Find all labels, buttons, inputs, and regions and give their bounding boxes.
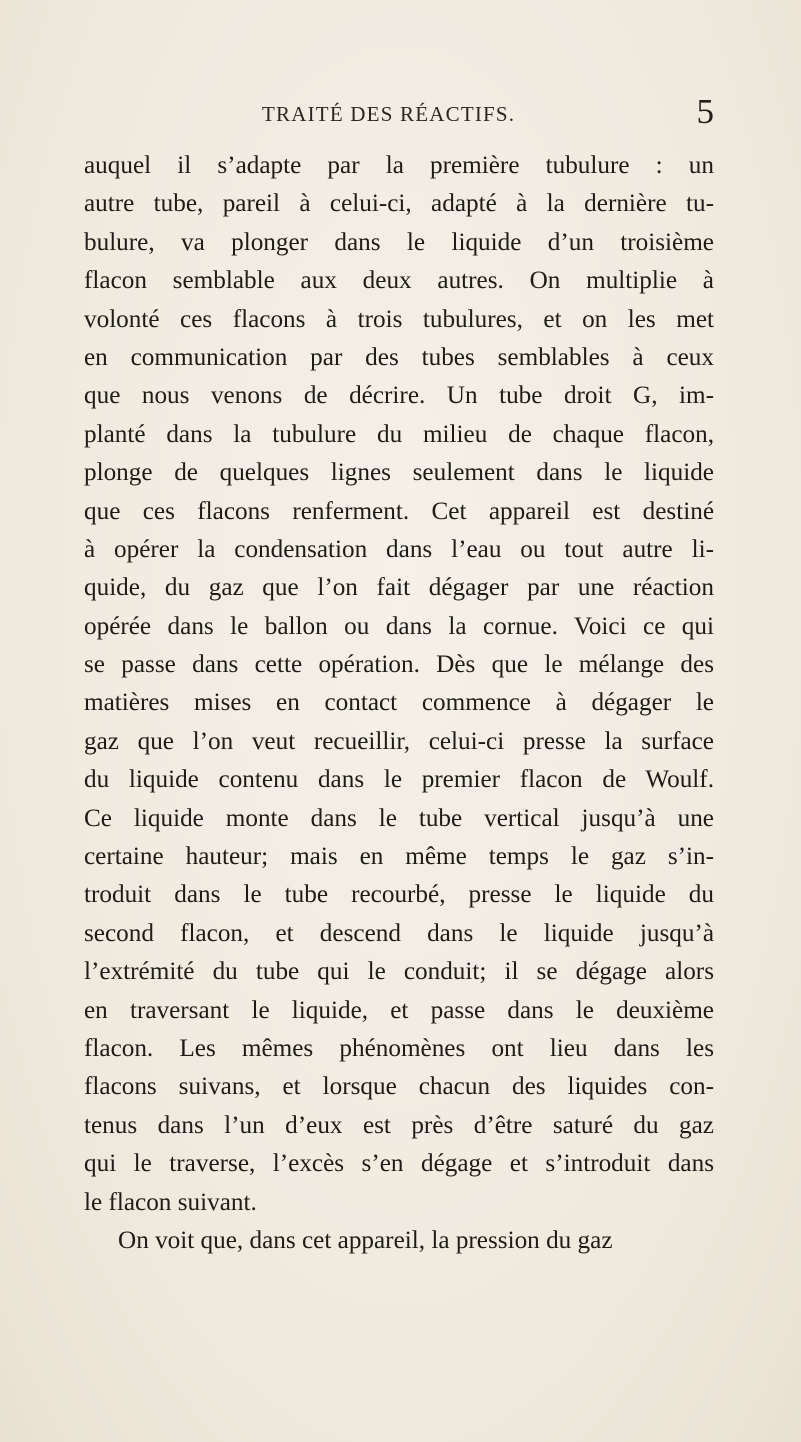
text-line: second flacon, et descend dans le liquide jusqu’à (84, 919, 714, 947)
text-line: flacon. Les mêmes phénomènes ont lieu dans les (84, 1034, 714, 1062)
text-line: flacon semblable aux deux autres. On multiplie à (84, 267, 714, 295)
text-line: à opérer la condensation dans l’eau ou tout autre li- (84, 535, 714, 563)
text-line: certaine hauteur; mais en même temps le gaz s’in- (84, 843, 714, 871)
text-line: volonté ces flacons à trois tubulures, et on les met (84, 305, 714, 333)
text-line: que ces flacons renferment. Cet appareil est destiné (84, 497, 714, 525)
page-header (84, 92, 714, 136)
text-line: autre tube, pareil à celui-ci, adapté à la dernière tu- (84, 190, 714, 218)
text-line: l’extrémité du tube qui le conduit; il se dégage alors (84, 958, 714, 986)
text-line: que nous venons de décrire. Un tube droit G, im- (84, 382, 714, 410)
text-line: planté dans la tubulure du milieu de chaque flacon, (84, 420, 714, 448)
text-line: qui le traverse, l’excès s’en dégage et s’introduit dans (84, 1150, 714, 1178)
text-line: tenus dans l’un d’eux est près d’être saturé du gaz (84, 1111, 714, 1139)
text-line: auquel il s’adapte par la première tubulure : un (84, 152, 714, 179)
text-line: gaz que l’on veut recueillir, celui-ci presse la surface (84, 727, 714, 755)
running-title: TRAITÉ DES RÉACTIFS. (262, 102, 516, 126)
text-line: en traversant le liquide, et passe dans le deuxième (84, 996, 714, 1024)
text-line: en communication par des tubes semblables à ceux (84, 343, 714, 371)
text-line: troduit dans le tube recourbé, presse le liquide du (84, 881, 714, 909)
text-line: Ce liquide monte dans le tube vertical jusqu’à une (84, 804, 714, 832)
text-line: On voit que, dans cet appareil, la pression du gaz (118, 1226, 613, 1254)
text-line: flacons suivans, et lorsque chacun des liquides con- (84, 1073, 714, 1101)
text-line: du liquide contenu dans le premier flacon de Woulf. (84, 766, 714, 794)
text-line: plonge de quelques lignes seulement dans le liquide (84, 459, 714, 487)
text-line: se passe dans cette opération. Dès que le mélange des (84, 651, 714, 679)
text-line: opérée dans le ballon ou dans la cornue. Voici ce qui (84, 612, 714, 640)
page-number: 5 (696, 92, 714, 131)
text-line: quide, du gaz que l’on fait dégager par une réaction (84, 574, 714, 602)
text-line: bulure, va plonger dans le liquide d’un troisième (84, 228, 714, 256)
text-line: matières mises en contact commence à dégager le (84, 689, 714, 717)
body-text (84, 147, 714, 1260)
text-line: le flacon suivant. (84, 1188, 257, 1216)
